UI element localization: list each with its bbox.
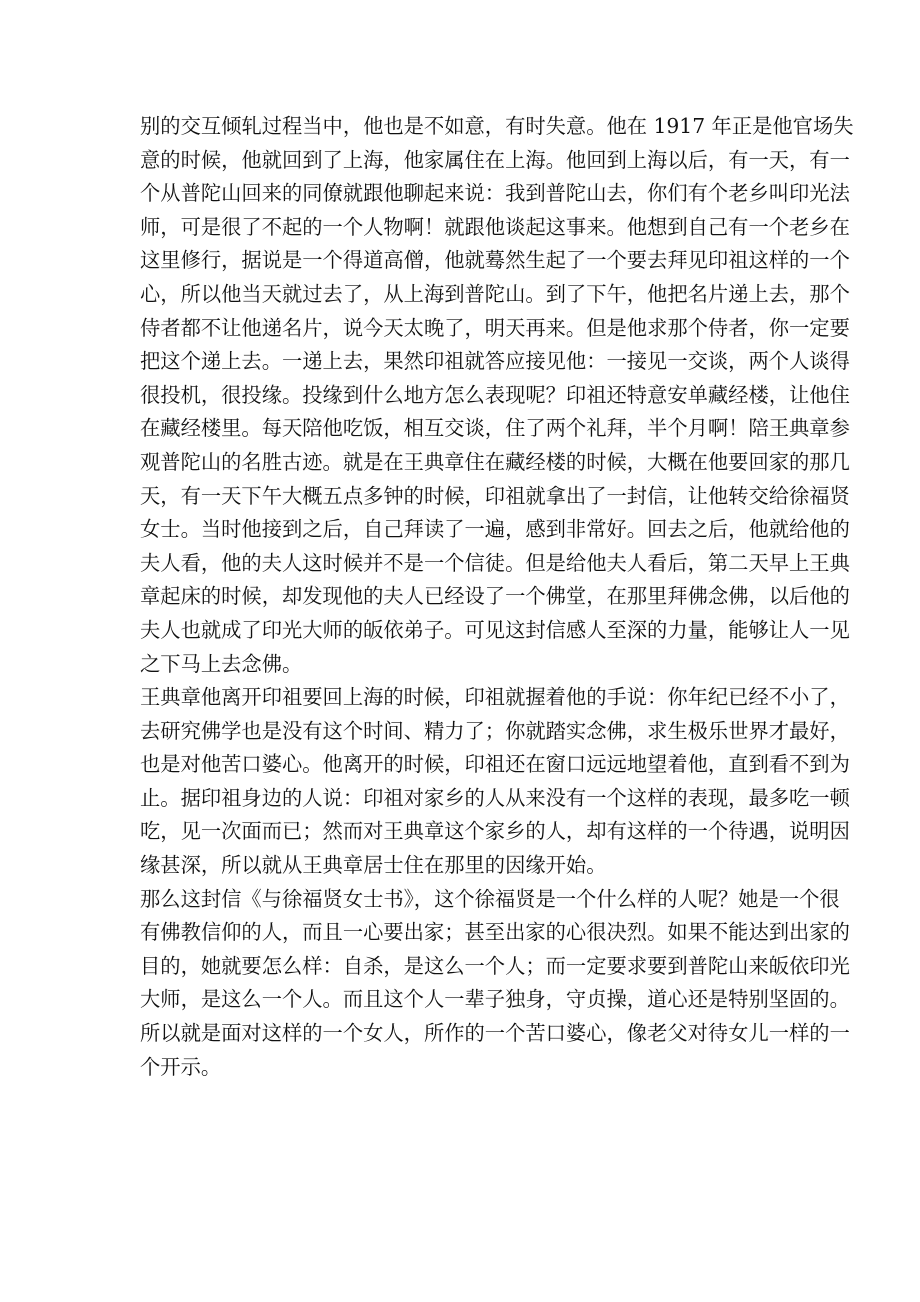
text-line: 别的交互倾轧过程当中，他也是不如意，有时失意。他在 1917 年正是他官场失 (140, 114, 854, 138)
text-line: 意的时候，他就回到了上海，他家属住在上海。他回到上海以后，有一天，有一 (140, 147, 850, 172)
paragraph-1 (140, 110, 854, 681)
text-line: 侍者都不让他递名片，说今天太晚了，明天再来。但是他求那个侍者，你一定要 (140, 315, 850, 340)
text-line: 那么这封信《与徐福贤女士书》，这个徐福贤是一个什么样的人呢？她是一个很 (140, 886, 840, 911)
paragraph-2 (140, 681, 850, 883)
text-line: 个从普陀山回来的同僚就跟他聊起来说：我到普陀山去，你们有个老乡叫印光法 (140, 181, 850, 206)
document-body (140, 110, 854, 1084)
text-line: 所以就是面对这样的一个女人，所作的一个苦口婆心，像老父对待女儿一样的一 (140, 1021, 850, 1046)
text-line: 目的，她就要怎么样：自杀，是这么一个人；而一定要求要到普陀山来皈依印光 (140, 953, 850, 978)
text-line: 止。据印祖身边的人说：印祖对家乡的人从来没有一个这样的表现，最多吃一顿 (140, 785, 850, 810)
text-line: 这里修行，据说是一个得道高僧，他就蓦然生起了一个要去拜见印祖这样的一个 (140, 248, 850, 273)
text-line: 去研究佛学也是没有这个时间、精力了；你就踏实念佛，求生极乐世界才最好， (140, 718, 850, 743)
paragraph-3 (140, 883, 850, 1085)
text-line: 夫人也就成了印光大师的皈依弟子。可见这封信感人至深的力量，能够让人一见 (140, 617, 850, 642)
text-line: 在藏经楼里。每天陪他吃饭，相互交谈，住了两个礼拜，半个月啊！陪王典章参 (140, 416, 850, 441)
text-line: 缘甚深，所以就从王典章居士住在那里的因缘开始。 (140, 853, 607, 878)
text-line: 之下马上去念佛。 (140, 651, 303, 676)
text-line: 师，可是很了不起的一个人物啊！就跟他谈起这事来。他想到自己有一个老乡在 (140, 214, 850, 239)
text-line: 有佛教信仰的人，而且一心要出家；甚至出家的心很决烈。如果不能达到出家的 (140, 920, 850, 945)
text-line: 个开示。 (140, 1054, 222, 1079)
text-line: 也是对他苦口婆心。他离开的时候，印祖还在窗口远远地望着他，直到看不到为 (140, 752, 850, 777)
text-line: 把这个递上去。一递上去，果然印祖就答应接见他：一接见一交谈，两个人谈得 (140, 349, 850, 374)
text-line: 章起床的时候，却发现他的夫人已经设了一个佛堂，在那里拜佛念佛，以后他的 (140, 584, 850, 609)
text-line: 心，所以他当天就过去了，从上海到普陀山。到了下午，他把名片递上去，那个 (140, 281, 850, 306)
text-line: 吃，见一次面而已；然而对王典章这个家乡的人，却有这样的一个待遇，说明因 (140, 819, 850, 844)
text-line: 大师，是这么一个人。而且这个人一辈子独身，守贞操，道心还是特别坚固的。 (140, 987, 850, 1012)
text-line: 天，有一天下午大概五点多钟的时候，印祖就拿出了一封信，让他转交给徐福贤 (140, 483, 850, 508)
text-line: 很投机，很投缘。投缘到什么地方怎么表现呢？印祖还特意安单藏经楼，让他住 (140, 382, 850, 407)
text-line: 观普陀山的名胜古迹。就是在王典章住在藏经楼的时候，大概在他要回家的那几 (140, 449, 850, 474)
text-line: 王典章他离开印祖要回上海的时候，印祖就握着他的手说：你年纪已经不小了， (140, 685, 850, 710)
text-line: 女士。当时他接到之后，自己拜读了一遍，感到非常好。回去之后，他就给他的 (140, 517, 850, 542)
text-line: 夫人看，他的夫人这时候并不是一个信徒。但是给他夫人看后，第二天早上王典 (140, 550, 850, 575)
